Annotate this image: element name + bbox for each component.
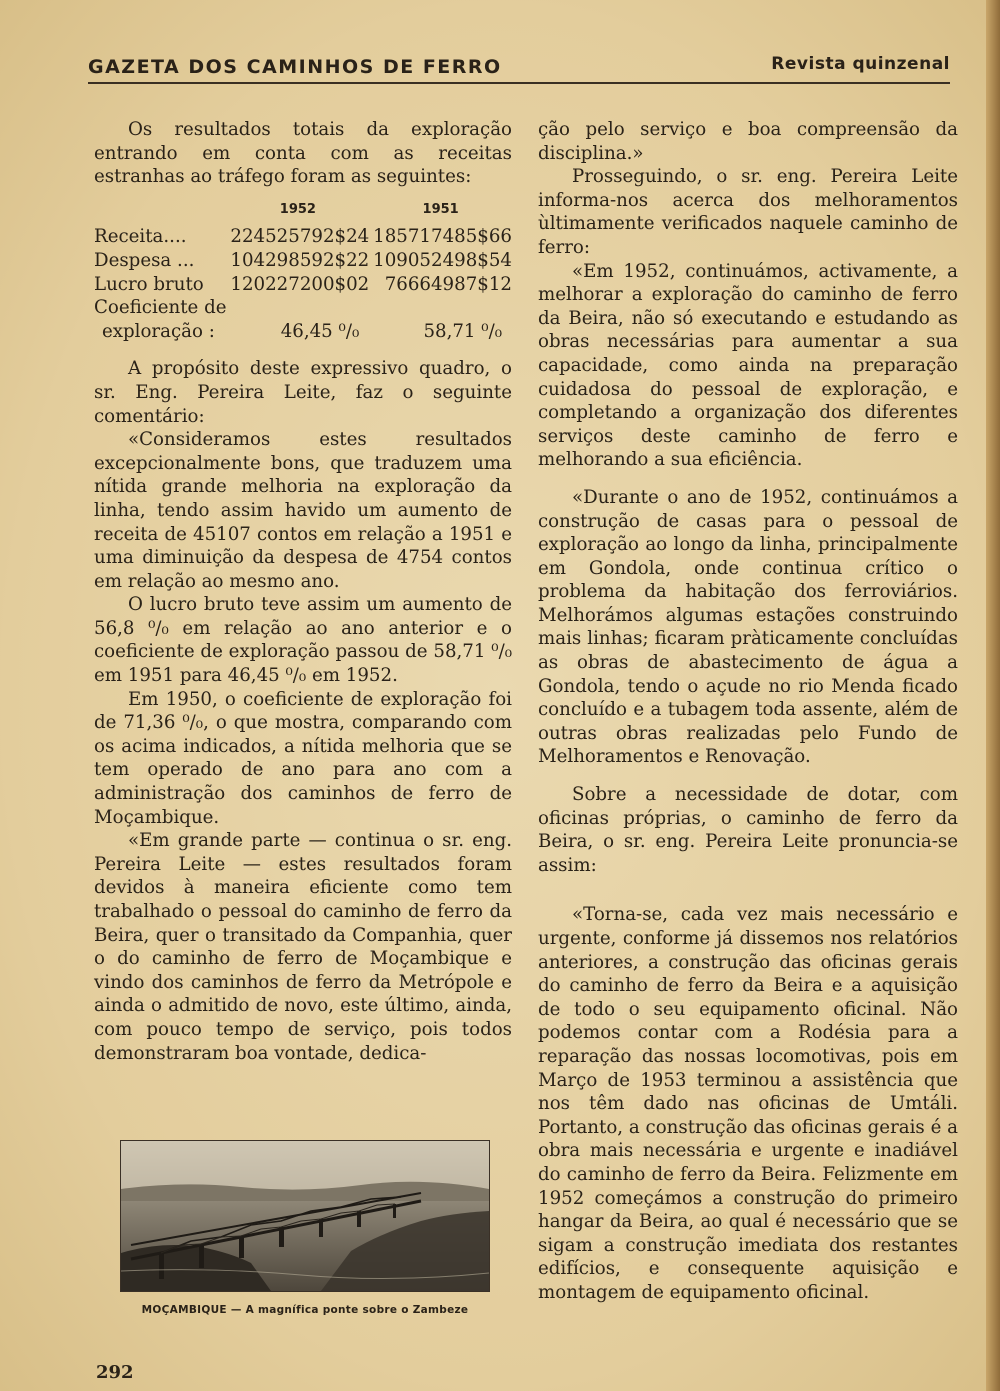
table-row xyxy=(94,249,512,273)
row-label: Lucro bruto xyxy=(94,273,204,295)
intro-paragraph: Os resultados totais da exploração entrando em conta com as receitas estranhas ao tráfego foram as seguintes: xyxy=(94,119,512,188)
body-paragraph: O lucro bruto teve assim um aumento de 56,8 ⁰/₀ em relação ao ano anterior e o coeficiente de exploração passou de 58,71 ⁰/₀ em 1951 para 46,45 ⁰/₀ em 1952. xyxy=(94,594,512,687)
page-edge xyxy=(986,0,1000,1391)
table-header-1951: 1951 xyxy=(422,201,459,217)
publication-title: GAZETA DOS CAMINHOS DE FERRO xyxy=(88,56,502,78)
value-1952: 104298592$22 xyxy=(230,249,370,271)
body-paragraph: «Torna-se, cada vez mais necessário e urgente, conforme já dissemos nos relatórios anteriores, a construção das oficinas gerais do caminho de ferro da Beira e a aquisição de todo o seu equipamento oficinal. Não podemos contar com a Rodésia para a reparação das nossas locomotivas, pois em Março de 1953 terminou a assistência que nos têm dado nas oficinas de Umtáli. Portanto, a construção das oficinas gerais é a obra mais necessária e urgente e inadiável do caminho de ferro da Beira. Felizmente em 1952 começámos a construção do primeiro hangar da Beira, ao qual é necessário que se sigam a construção imediata dos restantes edifícios, e consequente aquisição e montagem de equipamento oficinal. xyxy=(538,904,958,1303)
publication-subtitle: Revista quinzenal xyxy=(771,54,950,74)
running-header xyxy=(88,52,950,84)
value-1951 xyxy=(369,296,512,320)
row-label: Receita.... xyxy=(94,226,187,248)
body-paragraph: Em 1950, o coeficiente de exploração foi de 71,36 ⁰/₀, o que mostra, comparando com os acima indicados, a nítida melhoria que se tem operado de ano para ano com a administração dos caminhos de ferro de Moçambique. xyxy=(94,688,512,828)
value-1952: 224525792$24 xyxy=(230,226,370,248)
left-column xyxy=(94,118,512,1065)
paragraph-gap xyxy=(538,877,958,903)
value-1952: 46,45 ⁰/₀ xyxy=(280,320,360,342)
value-1951: 76664987$12 xyxy=(384,273,512,295)
photo-figure xyxy=(120,1140,490,1316)
body-paragraph: «Em grande parte — continua o sr. eng. Pereira Leite — estes resultados foram devidos à maneira eficiente como tem trabalhado o pessoal do caminho de ferro da Beira, quer o transitado da Companhia, quer o do caminho de ferro de Moçambique e vindo dos caminhos de ferro da Metrópole e ainda o admitido de novo, este último, ainda, com pouco tempo de serviço, pois todos demonstraram boa vontade, dedica- xyxy=(94,830,512,1064)
results-table-header xyxy=(94,197,512,226)
value-1951: 109052498$54 xyxy=(373,249,512,271)
row-label: Despesa ... xyxy=(94,249,195,271)
zambeze-bridge-photo xyxy=(120,1140,490,1292)
value-1952: 120227200$02 xyxy=(230,273,370,295)
body-paragraph: Sobre a necessidade de dotar, com oficinas próprias, o caminho de ferro da Beira, o sr. eng. Pereira Leite pronuncia-se assim: xyxy=(538,784,958,876)
table-header-blank xyxy=(94,197,227,226)
body-paragraph: ção pelo serviço e boa compreensão da disciplina.» xyxy=(538,119,958,164)
table-header-1952: 1952 xyxy=(279,201,316,217)
value-1952 xyxy=(227,296,370,320)
right-column xyxy=(538,118,958,1305)
value-1951: 58,71 ⁰/₀ xyxy=(423,320,502,342)
row-label: Coeficiente de xyxy=(94,297,227,319)
table-row xyxy=(94,225,512,249)
table-row xyxy=(94,273,512,297)
paragraph-gap xyxy=(538,769,958,783)
page-number: 292 xyxy=(96,1362,134,1383)
body-paragraph: «Consideramos estes resultados excepcionalmente bons, que traduzem uma nítida grande melhoria na exploração da linha, tendo assim havido um aumento de receita de 45107 contos em relação a 1951 e uma diminuição da despesa de 4754 contos em relação ao mesmo ano. xyxy=(94,429,512,592)
row-label: exploração : xyxy=(102,320,215,342)
value-1951: 185717485$66 xyxy=(373,226,512,248)
body-paragraph: «Durante o ano de 1952, continuámos a construção de casas para o pessoal de exploração ao longo da linha, principalmente em Gondola, onde continua crítico o problema da habitação dos ferroviários. Melhorámos algumas estações construindo mais linhas; ficaram pràticamente concluídas as obras de abastecimento de água a Gondola, tendo o açude no rio Menda ficado concluído e a tubagem toda assente, além de outras obras realizadas pelo Fundo de Melhoramentos e Renovação. xyxy=(538,486,958,768)
body-paragraph: «Em 1952, continuámos, activamente, a melhorar a exploração do caminho de ferro da Beira, não só executando e estudando as obras necessárias para aumentar a sua capacidade, como ainda na preparação cuidadosa do pessoal de exploração, e completando a organização dos diferentes serviços deste caminho de ferro e melhorando a sua eficiência. xyxy=(538,260,958,471)
results-table xyxy=(94,197,512,344)
photo-caption: MOÇAMBIQUE — A magnífica ponte sobre o Zambeze xyxy=(141,1304,469,1316)
table-row xyxy=(94,296,512,320)
table-row xyxy=(94,320,512,344)
paragraph-gap xyxy=(538,472,958,486)
body-paragraph: Prosseguindo, o sr. eng. Pereira Leite informa-nos acerca dos melhoramentos ùltimamente verificados naquele caminho de ferro: xyxy=(538,166,958,258)
body-paragraph: A propósito deste expressivo quadro, o sr. Eng. Pereira Leite, faz o seguinte comentário: xyxy=(94,358,512,427)
